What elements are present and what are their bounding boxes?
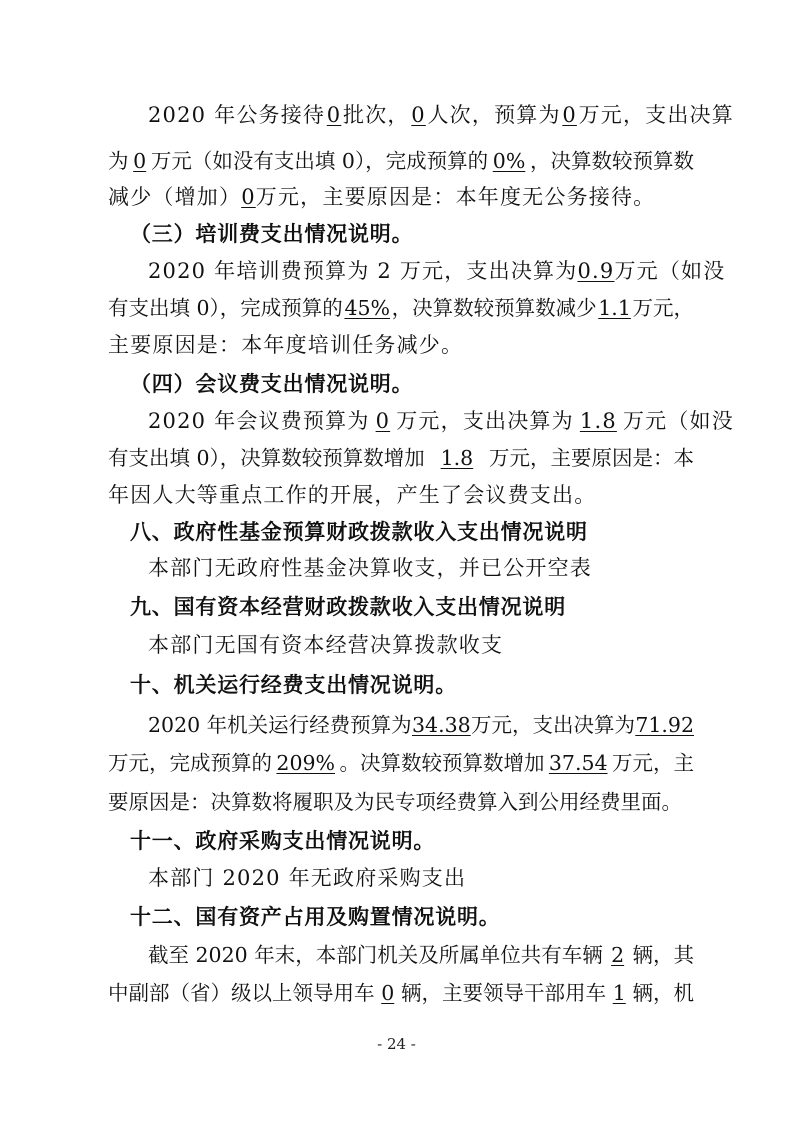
text-run: 十二、国有资产占用及购置情况说明。	[130, 905, 501, 929]
underlined-value: 45%	[344, 296, 391, 320]
underlined-value: 0	[562, 103, 577, 127]
text-line	[108, 330, 463, 360]
text-run: 九、国有资本经营财政拨款收入支出情况说明	[130, 595, 566, 619]
text-run: 2020 年公务接待	[148, 103, 326, 127]
text-run: 主要原因是：本年度培训任务减少。	[108, 333, 464, 357]
section-heading	[130, 219, 413, 249]
underlined-value: 71.92	[635, 713, 694, 737]
text-run: 。决算数较预算数增加	[339, 751, 545, 775]
text-run: 万元（如没	[614, 259, 726, 283]
text-run: 2020 年机关运行经费预算为	[148, 713, 412, 737]
text-run: 本部门 2020 年无政府采购支出	[148, 866, 467, 890]
text-run: 万元，支出决算	[578, 103, 734, 127]
text-run: 万元（如没有支出填 0），完成预算的	[150, 149, 489, 173]
text-line	[108, 182, 655, 212]
text-run: 人次，预算为	[427, 103, 561, 127]
text-run: 万元，支出决算为	[396, 409, 574, 433]
text-run: 2020 年会议费预算为	[148, 409, 370, 433]
text-run: 万元，主要原因是：本年度无公务接待。	[255, 185, 656, 209]
text-run: 万元，支出决算为	[471, 713, 635, 737]
text-run: 中副部（省）级以上领导用车	[108, 981, 375, 1005]
text-run: （三）培训费支出情况说明。	[130, 222, 414, 246]
text-line	[148, 710, 694, 740]
text-run: 截至 2020 年末，本部门机关及所属单位共有车辆	[148, 943, 603, 967]
underlined-value: 34.38	[412, 713, 471, 737]
section-heading	[130, 902, 501, 932]
underlined-value: 1.8	[579, 409, 617, 433]
text-run: 万元，	[632, 296, 694, 320]
underlined-value: 1.8	[440, 446, 474, 470]
text-run: 有支出填 0），完成预算的	[108, 296, 343, 320]
text-line	[108, 978, 694, 1008]
text-run: ，决算数较预算数减少	[391, 296, 597, 320]
text-run: 有支出填 0），决算数较预算数增加	[108, 446, 425, 470]
text-run: 万元，完成预算的	[108, 751, 272, 775]
text-line	[148, 406, 734, 436]
text-run: 万元（如没	[622, 409, 734, 433]
text-line	[148, 940, 694, 970]
text-run: 2020 年培训费预算为 2 万元，支出决算为	[148, 259, 578, 283]
underlined-value: 0	[381, 981, 395, 1005]
underlined-value: 1.1	[598, 296, 631, 320]
section-heading	[130, 517, 588, 547]
underlined-value: 0	[375, 409, 391, 433]
text-line	[108, 480, 596, 510]
text-run: 要原因是：决算数将履职及为民专项经费算入到公用经费里面。	[108, 790, 682, 814]
text-run: 本部门无国有资本经营决算拨款收支	[148, 633, 504, 657]
section-heading	[130, 826, 435, 856]
section-heading	[130, 592, 566, 622]
text-run: 为	[108, 149, 129, 173]
text-line	[108, 748, 694, 778]
underlined-value: 1	[612, 981, 626, 1005]
text-run: 辆，主要领导干部用车	[400, 981, 606, 1005]
text-run: 年因人大等重点工作的开展，产生了会议费支出。	[108, 483, 597, 507]
underlined-value: 0.9	[577, 259, 615, 283]
underlined-value: 209%	[276, 751, 336, 775]
text-line	[108, 293, 694, 323]
underlined-value: 0	[241, 185, 256, 209]
text-line	[108, 443, 694, 473]
underlined-value: 0	[411, 103, 426, 127]
underlined-value: 0%	[492, 149, 526, 173]
text-line	[148, 863, 466, 893]
text-run: 十、机关运行经费支出情况说明。	[130, 673, 457, 697]
text-run: 减少（增加）	[108, 185, 242, 209]
text-run: 本部门无政府性基金决算收支，并已公开空表	[148, 556, 592, 580]
text-run: 辆，机	[632, 981, 694, 1005]
section-heading	[130, 369, 413, 399]
underlined-value: 2	[611, 943, 625, 967]
text-line	[148, 100, 734, 130]
underlined-value: 0	[133, 149, 147, 173]
text-line	[148, 553, 592, 583]
text-line	[148, 256, 725, 286]
underlined-value: 37.54	[548, 751, 608, 775]
text-line	[108, 787, 694, 817]
text-line	[148, 630, 503, 660]
text-run: 万元，主	[611, 751, 694, 775]
underlined-value: 0	[326, 103, 342, 127]
text-run: 辆，其	[632, 943, 694, 967]
text-run: 批次，	[343, 103, 410, 127]
text-run: ，决算数较预算数	[529, 149, 694, 173]
text-run: 十一、政府采购支出情况说明。	[130, 829, 436, 853]
text-run: 八、政府性基金预算财政拨款收入支出情况说明	[130, 520, 588, 544]
text-run: （四）会议费支出情况说明。	[130, 372, 414, 396]
text-run: 万元，主要原因是：本	[488, 446, 694, 470]
text-line	[108, 146, 694, 176]
section-heading	[130, 670, 457, 700]
page-number: - 24 -	[377, 1035, 416, 1053]
